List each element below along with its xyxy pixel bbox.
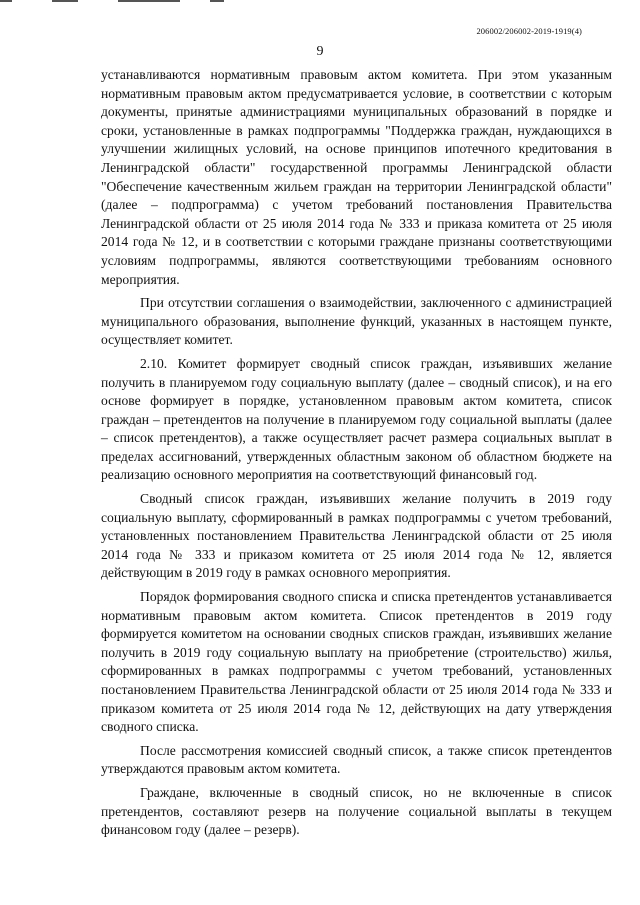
document-code: 206002/206002-2019-1919(4) [476, 26, 582, 36]
scan-edge-marks [0, 0, 640, 6]
paragraph-approval: После рассмотрения комиссией сводный список, а также список претендентов утверждаются правовым актом комитета. [101, 742, 612, 777]
paragraph-continuation: устанавливаются нормативным правовым актом комитета. При этом указанным нормативным правовым актом предусматривается условие, в соответствии с которым документы, принятые администрациями муниципальных образований в порядке и сроки, установленные в рамках подпрограммы "Поддержка граждан, нуждающихся в улучшении жилищных условий, на основе принципов ипотечного кредитования в Ленинградской области" государственной программы Ленинградской области "Обеспечение качественным жильем граждан на территории Ленинградской области" (далее – подпрограмма) с учетом требований постановления Правительства Ленинградской области от 25 июля 2014 года № 333 и приказа комитета от 25 июля 2014 года № 12, и в соответствии с которыми граждане признаны соответствующими условиям подпрограммы, являются соответствующими требованиям основного мероприятия. [101, 67, 612, 287]
paragraph-consolidated-list: Сводный список граждан, изъявивших желание получить в 2019 году социальную выплату, сформированный в рамках подпрограммы с учетом требований, установленных постановлением Правительства Ленинградской области от 25 июля 2014 года № 333 и приказом комитета от 25 июля 2014 года № 12, является действующим в 2019 году в рамках основного мероприятия. [101, 491, 612, 581]
document-body [101, 66, 612, 845]
page-number: 9 [316, 44, 324, 59]
paragraph-reserve: Граждане, включенные в сводный список, но не включенные в список претендентов, составляют резерв на получение социальной выплаты в текущем финансовом году (далее – резерв). [101, 784, 612, 838]
paragraph-2-10: 2.10. Комитет формирует сводный список граждан, изъявивших желание получить в планируемом году социальную выплату (далее – сводный список), и на его основе формирует в порядке, установленном правовым актом комитета, список граждан – претендентов на получение в планируемом году социальной выплаты (далее – список претендентов), а также осуществляет расчет размера социальных выплат в пределах ассигнований, утвержденных областным законом об областном бюджете на реализацию основного мероприятия на соответствующий финансовый год. [101, 355, 612, 483]
paragraph-formation-order: Порядок формирования сводного списка и списка претендентов устанавливается нормативным правовым актом комитета. Список претендентов в 2019 году формируется комитетом на основании сводных списков граждан, изъявивших желание получить в 2019 году социальную выплату на приобретение (строительство) жилья, сформированных в рамках подпрограммы с учетом требований, установленных постановлением Правительства Ленинградской области от 25 июля 2014 года № 333 и приказом комитета от 25 июля 2014 года № 12, действующих на дату утверждения сводного списка. [101, 589, 612, 735]
paragraph-no-agreement: При отсутствии соглашения о взаимодействии, заключенного с администрацией муниципального образования, выполнение функций, указанных в настоящем пункте, осуществляет комитет. [101, 295, 612, 348]
